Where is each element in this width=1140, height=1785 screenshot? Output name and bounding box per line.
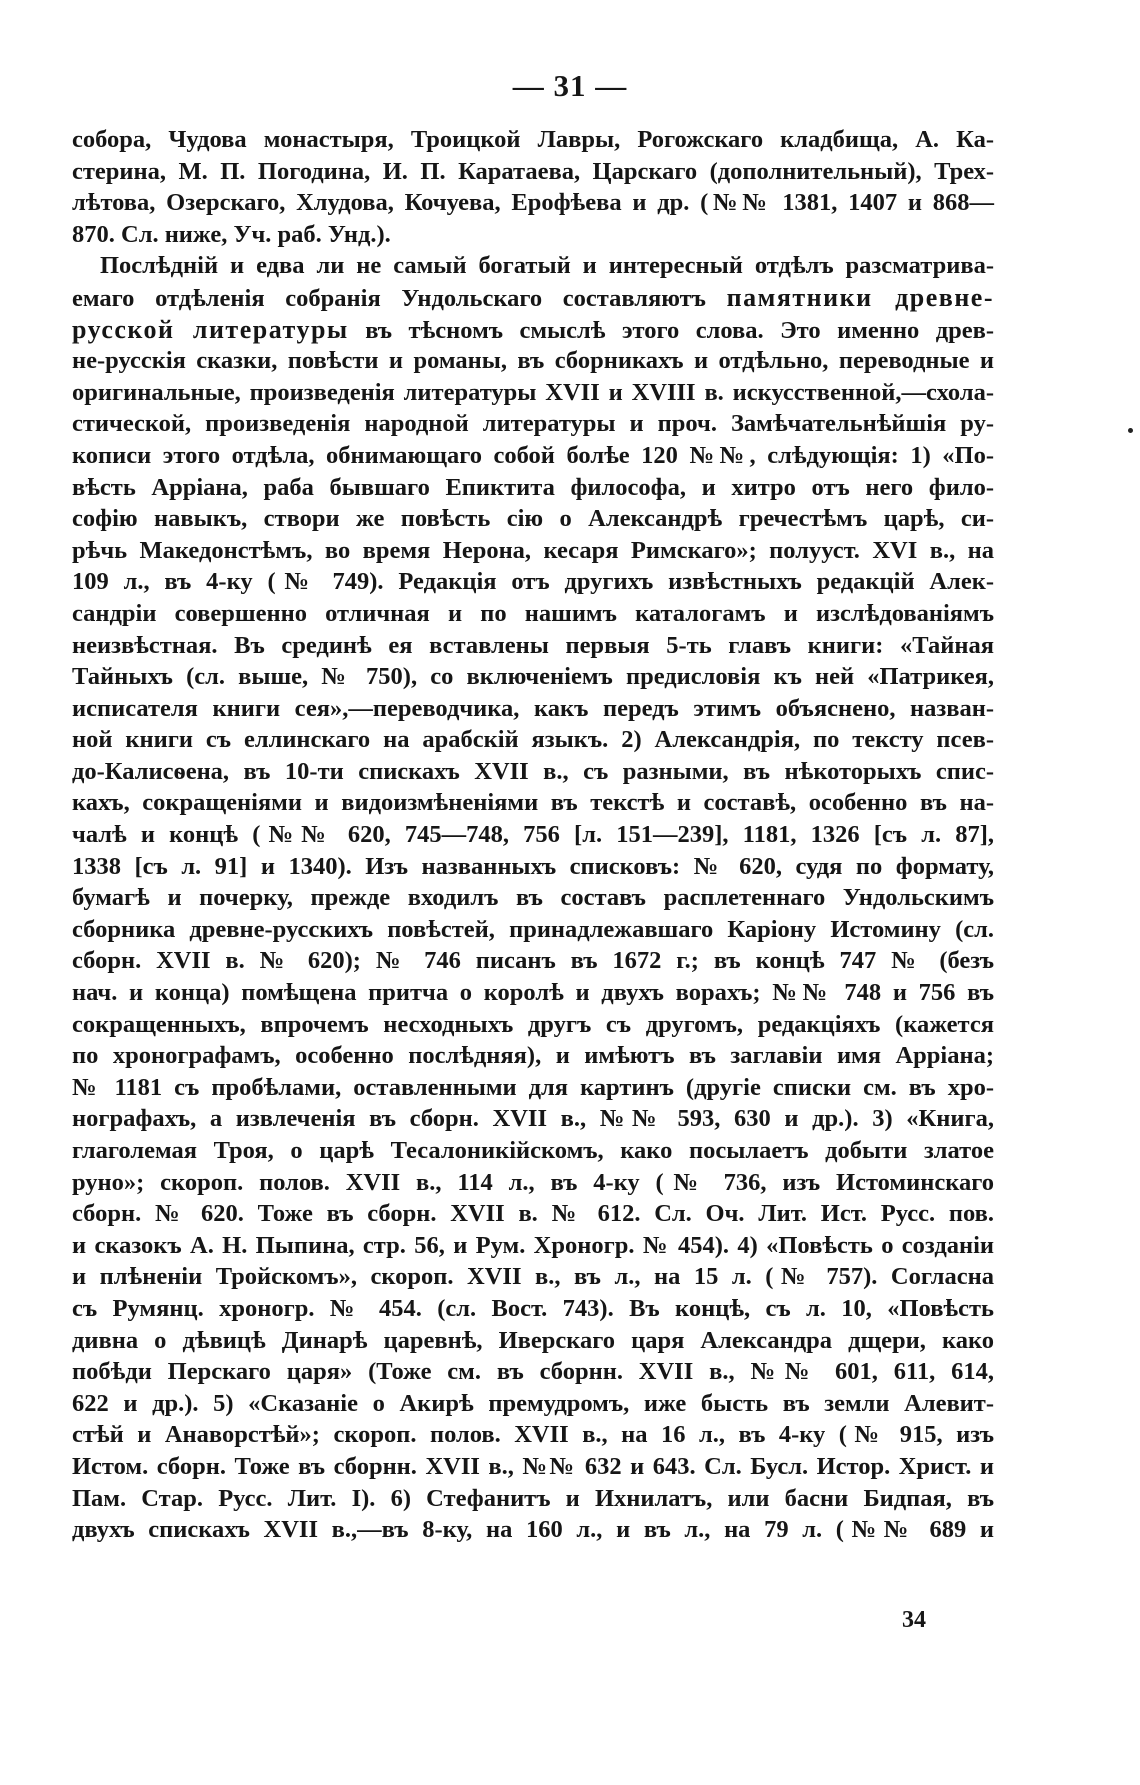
text-line: Пам. Стар. Русс. Лит. I). 6) Стефанитъ и Ихнилатъ, или басни Бидпая, въ: [72, 1484, 994, 1512]
text-line: кописи этого отдѣла, обнимающаго собой болѣе 120 №№, слѣдующія: 1) «По-: [72, 441, 994, 469]
text-line: дивна о дѣвицѣ Динарѣ царевнѣ, Иверскаго царя Александра дщери, како: [72, 1326, 994, 1354]
text-line: неизвѣстная. Въ срединѣ ея вставлены первыя 5-ть главъ книги: «Тайная: [72, 631, 994, 659]
text-line: по хронографамъ, особенно послѣдняя), и имѣютъ въ заглавіи имя Арріана;: [72, 1042, 994, 1070]
text-line: не-русскія сказки, повѣсти и романы, въ сборникахъ и отдѣльно, переводные и: [72, 347, 994, 375]
text-line: глаголемая Троя, о царѣ Тесалоникійскомъ, како посылаетъ добыти златое: [72, 1137, 994, 1164]
text-line: побѣди Перскаго царя» (Тоже см. въ сборнн. XVII в., №№ 601, 611, 614,: [72, 1358, 994, 1386]
text-line: [72, 282, 994, 314]
text-line: 1338 [съ л. 91] и 1340). Изъ названныхъ списковъ: № 620, судя по формату,: [72, 852, 994, 880]
text-line: сокращенныхъ, впрочемъ несходныхъ другъ съ другомъ, редакціяхъ (кажется: [72, 1010, 994, 1038]
text-line: лѣтова, Озерскаго, Хлудова, Кочуева, Ерофѣева и др. (№№ 1381, 1407 и 868—: [72, 189, 994, 217]
text-line: стѣй и Анаворстѣй»; скороп. полов. XVII в., на 16 л., въ 4-ку (№ 915, изъ: [72, 1421, 994, 1449]
text-line: и сказокъ А. Н. Пыпина, стр. 56, и Рум. Хроногр. № 454). 4) «Повѣсть о созданіи: [72, 1231, 994, 1259]
text-line: стерина, М. П. Погодина, И. П. Каратаева, Царскаго (дополнительный), Трех-: [72, 157, 994, 185]
text-line: софію навыкъ, створи же повѣсть сію о Александрѣ гречестѣмъ царѣ, си-: [72, 505, 994, 533]
page-number: — 31 —: [512, 68, 628, 103]
text-span: емаго отдѣленія собранія Ундольскаго составляютъ: [72, 284, 706, 312]
text-line: съ Румянц. хроногр. № 454. (сл. Вост. 743). Въ концѣ, съ л. 10, «Повѣсть: [72, 1294, 994, 1322]
text-line: № 1181 съ пробѣлами, оставленными для картинъ (другіе списки см. въ хро-: [72, 1073, 994, 1101]
text-line: сборн. XVII в. № 620); № 746 писанъ въ 1672 г.; въ концѣ 747 № (безъ: [72, 947, 994, 975]
text-line: 109 л., въ 4-ку (№ 749). Редакція отъ другихъ извѣстныхъ редакцій Алек-: [72, 568, 994, 596]
text-line: кахъ, сокращеніями и видоизмѣненіями въ текстѣ и составѣ, особенно въ на-: [72, 789, 994, 817]
text-line: ной книги съ еллинскаго на арабскій языкъ. 2) Александрія, по тексту псев-: [72, 726, 994, 754]
text-line: и плѣненіи Тройскомъ», скороп. XVII в., въ л., на 15 л. (№ 757). Согласна: [72, 1263, 994, 1291]
text-line: двухъ спискахъ XVII в.,—въ 8-ку, на 160 л., и въ л., на 79 л. (№№ 689 и: [72, 1516, 994, 1544]
text-line: Истом. сборн. Тоже въ сборнн. XVII в., №№ 632 и 643. Сл. Бусл. Истор. Христ. и: [72, 1452, 994, 1480]
text-line: бумагѣ и почерку, прежде входилъ въ составъ расплетеннаго Ундольскимъ: [72, 884, 994, 912]
text-line: нач. и конца) помѣщена притча о королѣ и двухъ ворахъ; №№ 748 и 756 въ: [72, 979, 994, 1007]
body-text: [72, 124, 994, 1546]
text-line: сборника древне-русскихъ повѣстей, принадлежавшаго Каріону Истомину (сл.: [72, 915, 994, 943]
text-line: Послѣдній и едва ли не самый богатый и интересный отдѣлъ разсматрива-: [100, 252, 994, 280]
text-line: сборн. № 620. Тоже въ сборн. XVII в. № 612. Сл. Оч. Лит. Ист. Русс. пов.: [72, 1200, 994, 1228]
text-line: нографахъ, а извлеченія въ сборн. XVII в., №№ 593, 630 и др.). 3) «Книга,: [72, 1105, 994, 1133]
text-span: въ тѣсномъ смыслѣ этого слова. Это именно древ-: [365, 316, 995, 344]
signature-mark: 34: [902, 1607, 926, 1633]
emphasized-phrase: русской литературы: [72, 314, 349, 344]
text-line: стической, произведенія народной литературы и проч. Замѣчательнѣйшія ру-: [72, 410, 994, 438]
text-line: рѣчь Македонстѣмъ, во время Нерона, кесаря Римскаго»; полууст. XVI в., на: [72, 536, 994, 564]
text-line: 870. Сл. ниже, Уч. раб. Унд.).: [72, 220, 391, 248]
text-line: оригинальные, произведенія литературы XVII и XVIII в. искусственной,—схола-: [72, 378, 994, 406]
text-line: 622 и др.). 5) «Сказаніе о Акирѣ премудромъ, иже бысть въ земли Алевит-: [72, 1389, 994, 1417]
text-line: Тайныхъ (сл. выше, № 750), со включеніемъ предисловія къ ней «Патрикея,: [72, 663, 994, 691]
text-line: вѣсть Арріана, раба бывшаго Епиктита философа, и хитро отъ него фило-: [72, 473, 994, 501]
text-line: чалѣ и концѣ (№№ 620, 745—748, 756 [л. 151—239], 1181, 1326 [съ л. 87],: [72, 821, 994, 849]
paragraph-1: [72, 124, 994, 250]
paragraph-2: [72, 250, 994, 1545]
text-line: до-Калисѳена, въ 10-ти спискахъ XVII в., съ разными, въ нѣкоторыхъ спис-: [72, 757, 994, 785]
text-line: собора, Чудова монастыря, Троицкой Лавры, Рогожскаго кладбища, А. Ка-: [72, 126, 994, 153]
text-line: [72, 314, 994, 346]
stray-dot: [1128, 428, 1133, 433]
text-line: сандріи совершенно отличная и по нашимъ каталогамъ и изслѣдованіямъ: [72, 599, 994, 627]
text-line: руно»; скороп. полов. XVII в., 114 л., въ 4-ку (№ 736, изъ Истоминскаго: [72, 1168, 994, 1196]
emphasized-phrase: памятники древне-: [726, 282, 994, 312]
paragraph-2-lines: [72, 345, 994, 1546]
text-line: исписателя книги сея»,—переводчика, какъ передъ этимъ объяснено, назван-: [72, 694, 994, 722]
